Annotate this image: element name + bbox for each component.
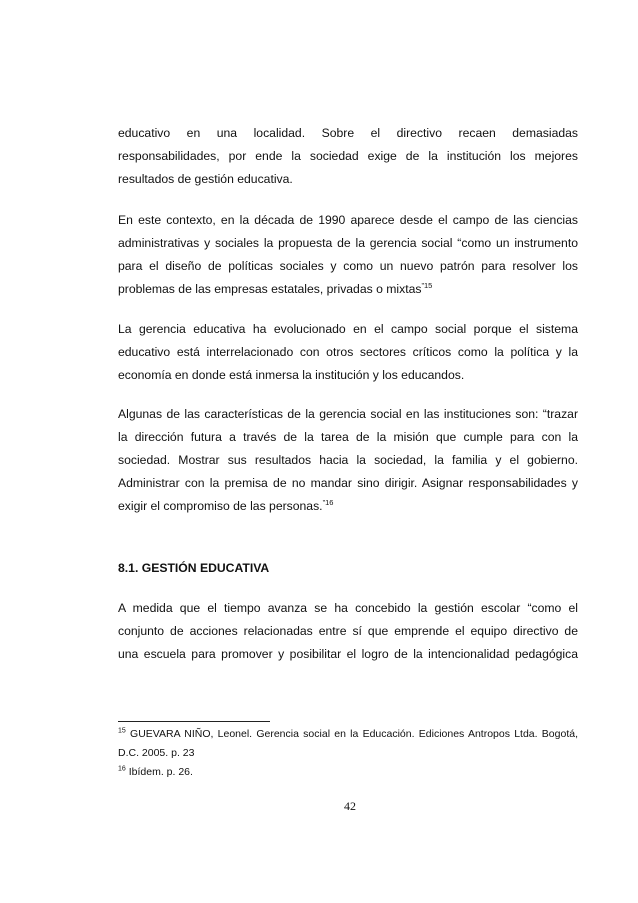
text-line: problemas de las empresas estatales, privadas o mixtas	[118, 282, 422, 296]
text-line: sociedad. Mostrar sus resultados hacia la sociedad, la familia y el gobierno.	[118, 453, 578, 467]
footnote-reference: ”16	[322, 497, 334, 507]
text-line: administrativas y sociales la propuesta de la gerencia social “como un instrumento	[118, 236, 578, 250]
footnote-separator	[118, 721, 270, 722]
text-line: responsabilidades, por ende la sociedad exige de la institución los mejores	[118, 149, 578, 163]
section-paragraph	[118, 597, 578, 666]
text-line: Administrar con la premisa de no mandar sino dirigir. Asignar responsabilidades y	[118, 476, 578, 490]
text-line: educativo está interrelacionado con otros sectores críticos como la política y la	[118, 345, 578, 359]
footnote-text: D.C. 2005. p. 23	[118, 747, 195, 759]
text-line: En este contexto, en la década de 1990 aparece desde el campo de las ciencias	[118, 213, 578, 227]
text-line: resultados de gestión educativa.	[118, 172, 293, 186]
text-line: educativo en una localidad. Sobre el directivo recaen demasiadas	[118, 126, 578, 140]
text-line: la dirección futura a través de la tarea de la misión que cumple para con la	[118, 430, 578, 444]
text-line: Algunas de las características de la gerencia social en las instituciones son: “trazar	[118, 407, 578, 421]
footnote-number: 15	[118, 727, 126, 735]
footnote-reference: ”15	[421, 280, 433, 290]
footnote-number: 16	[118, 765, 126, 773]
text-line: una escuela para promover y posibilitar el logro de la intencionalidad pedagógica	[118, 647, 578, 661]
footnote-text: Ibídem. p. 26.	[125, 766, 193, 778]
text-line: exigir el compromiso de las personas.	[118, 499, 323, 513]
paragraph-1	[118, 122, 578, 191]
page-number: 42	[344, 799, 356, 813]
text-line: economía en donde está inmersa la institución y los educandos.	[118, 368, 465, 382]
text-line-with-note	[118, 495, 578, 518]
footnote-text: GUEVARA NIÑO, Leonel. Gerencia social en la Educación. Ediciones Antropos Ltda. Bogotá,	[125, 728, 578, 740]
paragraph-2	[118, 209, 578, 301]
text-line: A medida que el tiempo avanza se ha concebido la gestión escolar “como el	[118, 601, 578, 615]
footnotes	[118, 725, 578, 782]
text-line: conjunto de acciones relacionadas entre sí que emprende el equipo directivo de	[118, 624, 578, 638]
footnote-16	[118, 763, 578, 782]
text-line: para el diseño de políticas sociales y como un nuevo patrón para resolver los	[118, 259, 578, 273]
paragraph-4	[118, 403, 578, 518]
footnote-15	[118, 725, 578, 763]
text-line: La gerencia educativa ha evolucionado en el campo social porque el sistema	[118, 322, 578, 336]
paragraph-3	[118, 318, 578, 387]
text-line-with-note	[118, 278, 578, 301]
section-heading: 8.1. GESTIÓN EDUCATIVA	[118, 561, 270, 575]
